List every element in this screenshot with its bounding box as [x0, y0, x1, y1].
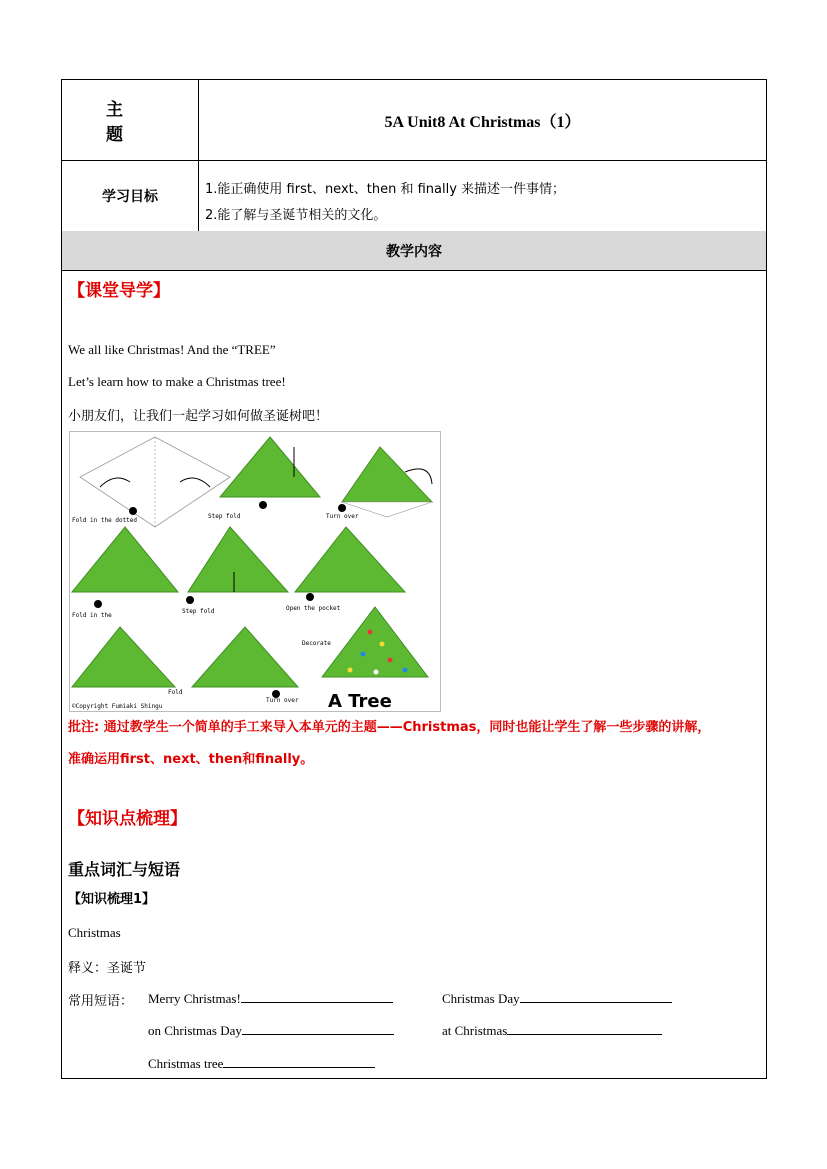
vocab-meaning: 释义：圣诞节	[68, 961, 147, 976]
fill-blank[interactable]	[242, 1022, 394, 1035]
phrase-text: Merry Christmas!	[148, 991, 241, 1006]
topic-label: 主 题	[106, 100, 167, 145]
intro-line-cn: 小朋友们，让我们一起学习如何做圣诞树吧！	[68, 409, 329, 424]
step-5-label: Step fold	[182, 608, 215, 615]
goal-item: 2.能了解与圣诞节相关的文化。	[205, 208, 387, 223]
phrase-item	[442, 990, 672, 1007]
phrase-item	[148, 1022, 394, 1039]
fill-blank[interactable]	[241, 990, 393, 1003]
goal-label: 学习目标	[102, 188, 158, 205]
step-6-label: Open the pocket	[286, 605, 341, 612]
step-1-label: Fold in the dotted	[72, 517, 138, 524]
goal-label-cell	[62, 160, 199, 231]
vocab-word: Christmas	[68, 925, 121, 940]
decorated-tree	[322, 607, 428, 677]
fill-blank[interactable]	[223, 1055, 375, 1068]
phrase-text: on Christmas Day	[148, 1023, 242, 1038]
knowledge-section: 【知识梳理1】	[68, 892, 156, 907]
step-2-label: Step fold	[208, 513, 241, 520]
topic-row	[62, 80, 766, 161]
annotation-line: 批注: 通过教学生一个简单的手工来导入本单元的主题——Christmas，同时也能让学生了解一些步骤的讲解，	[68, 720, 711, 735]
step-8-label: Turn over	[266, 697, 299, 704]
step-4-label: Fold in the	[72, 612, 112, 619]
phrase-text: Christmas tree	[148, 1056, 224, 1071]
content-header-row	[62, 231, 766, 271]
knowledge-heading: 【知识点梳理】	[68, 809, 187, 829]
knowledge-subheading: 重点词汇与短语	[68, 860, 181, 879]
step-3-label: Turn over	[326, 513, 359, 520]
origami-steps-illustration	[70, 432, 440, 711]
topic-title: 5A Unit8 At Christmas（1）	[384, 113, 581, 131]
phrase-text: at Christmas	[442, 1023, 508, 1038]
origami-tree-figure	[69, 431, 441, 712]
phrase-item	[442, 1022, 662, 1039]
intro-line: Let’s learn how to make a Christmas tree!	[68, 374, 286, 389]
goal-item: 1.能正确使用 first、next、then 和 finally 来描述一件事情；	[205, 182, 566, 197]
topic-label-cell	[62, 80, 199, 160]
intro-line: We all like Christmas! And the “TREE”	[68, 342, 276, 357]
phrase-text: Christmas Day	[442, 991, 520, 1006]
lesson-table	[61, 79, 767, 1079]
fill-blank[interactable]	[520, 990, 672, 1003]
intro-heading: 【课堂导学】	[68, 281, 170, 301]
figure-caption: A Tree	[328, 691, 392, 711]
phrases-label: 常用短语：	[68, 994, 134, 1009]
content-label: 教学内容	[386, 243, 442, 260]
topic-title-cell	[199, 80, 766, 160]
goals-cell	[199, 160, 766, 231]
step-7-label: Fold	[168, 689, 183, 696]
phrase-item	[148, 1055, 375, 1072]
fill-blank[interactable]	[507, 1022, 662, 1035]
annotation-line: 准确运用first、next、then和finally。	[68, 752, 314, 767]
figure-copyright: ©Copyright Fumiaki Shingu	[72, 703, 163, 710]
step-9-label: Decorate	[302, 640, 331, 647]
goals-row	[62, 160, 766, 232]
phrase-item	[148, 990, 393, 1007]
